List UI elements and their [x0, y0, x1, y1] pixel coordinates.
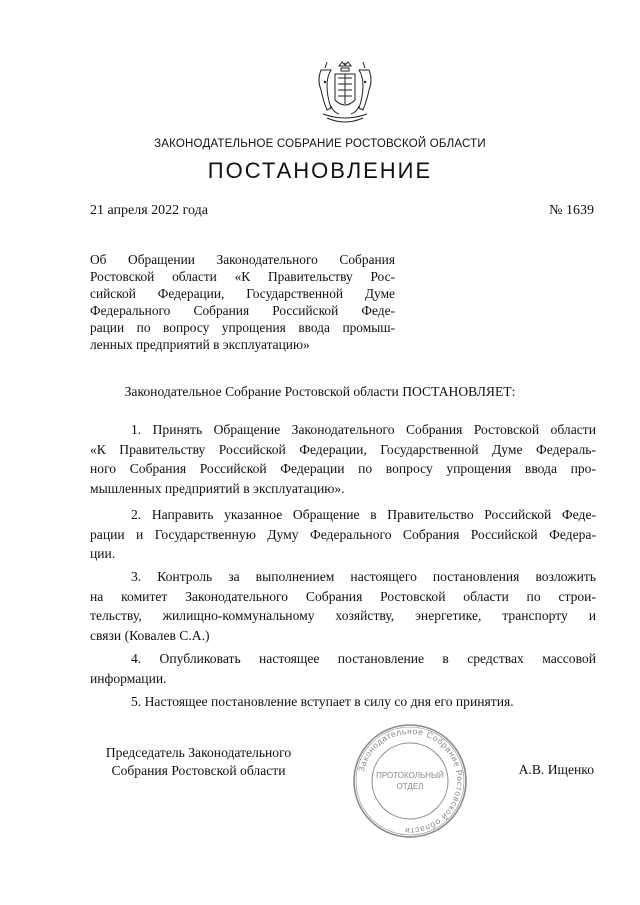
subject-line: Об Обращении Законодательного Собрания [90, 252, 395, 267]
coat-of-arms-icon [313, 60, 377, 126]
paragraph-line: тельству, жилищно-коммунальному хозяйству, энергетике, транспорту и [90, 608, 596, 623]
signatory-title-line: Собрания Ростовской области [111, 763, 286, 778]
document-type-title: ПОСТАНОВЛЕНИЕ [207, 158, 433, 183]
paragraph-line: 5. Настоящее постановление вступает в силу со дня его принятия. [131, 694, 514, 709]
paragraph-line: связи (Ковалев С.А.) [90, 627, 210, 643]
paragraph-line: рации и Государственную Думу Федерального Собрания Российской Федера- [90, 526, 596, 542]
paragraph-line: ции. [90, 546, 116, 561]
seal-center-text: ОТДЕЛ [396, 782, 424, 791]
seal-ring-text: Законодательное Собрание Ростовской области [355, 725, 466, 837]
paragraph-line: 3. Контроль за выполнением настоящего постановления возложить [131, 569, 596, 584]
paragraph-line: мышленных предприятий в эксплуатацию». [90, 480, 345, 496]
paragraph-line: информации. [90, 670, 167, 686]
signatory-title-line: Председатель Законодательного [105, 745, 292, 760]
resolution-item-1 [90, 420, 596, 498]
paragraph-line: на комитет Законодательного Собрания Ростовской области по строи- [90, 588, 596, 604]
resolution-item-3 [90, 567, 596, 645]
paragraph-line: 1. Принять Обращение Законодательного Собрания Ростовской области [131, 422, 596, 437]
subject-line: ленных предприятий в эксплуатацию» [90, 337, 310, 352]
official-seal-stamp [350, 722, 470, 840]
seal-center-text: ПРОТОКОЛЬНЫЙ [376, 771, 444, 780]
document-date: 21 апреля 2022 года [90, 203, 208, 218]
paragraph-line: 2. Направить указанное Обращение в Правительство Российской Феде- [131, 507, 596, 522]
signatory-name: А.В. Ищенко [518, 762, 594, 777]
preamble: Законодательное Собрание Ростовской области ПОСТАНОВЛЯЕТ: [124, 384, 516, 399]
document-subject [90, 251, 395, 353]
paragraph-line: ного Собрания Российской Федерации по вопросу упрощения ввода про- [90, 461, 596, 476]
subject-line: Федерального Собрания Российской Феде- [90, 303, 395, 318]
paragraph-line: 4. Опубликовать настоящее постановление в средствах массовой [131, 651, 596, 666]
resolution-item-5 [90, 692, 596, 712]
document-number: № 1639 [549, 203, 594, 218]
resolution-item-4 [90, 649, 596, 688]
paragraph-line: «К Правительству Российской Федерации, Государственной Думе Федераль- [90, 441, 596, 457]
organization-name: ЗАКОНОДАТЕЛЬНОЕ СОБРАНИЕ РОСТОВСКОЙ ОБЛАСТИ [154, 138, 486, 150]
subject-line: Ростовской области «К Правительству Рос- [90, 269, 395, 284]
resolution-item-2 [90, 505, 596, 564]
subject-line: рации по вопросу упрощения ввода промыш- [90, 320, 395, 335]
signatory-title [86, 744, 311, 780]
subject-line: сийской Федерации, Государственной Думе [90, 286, 395, 301]
